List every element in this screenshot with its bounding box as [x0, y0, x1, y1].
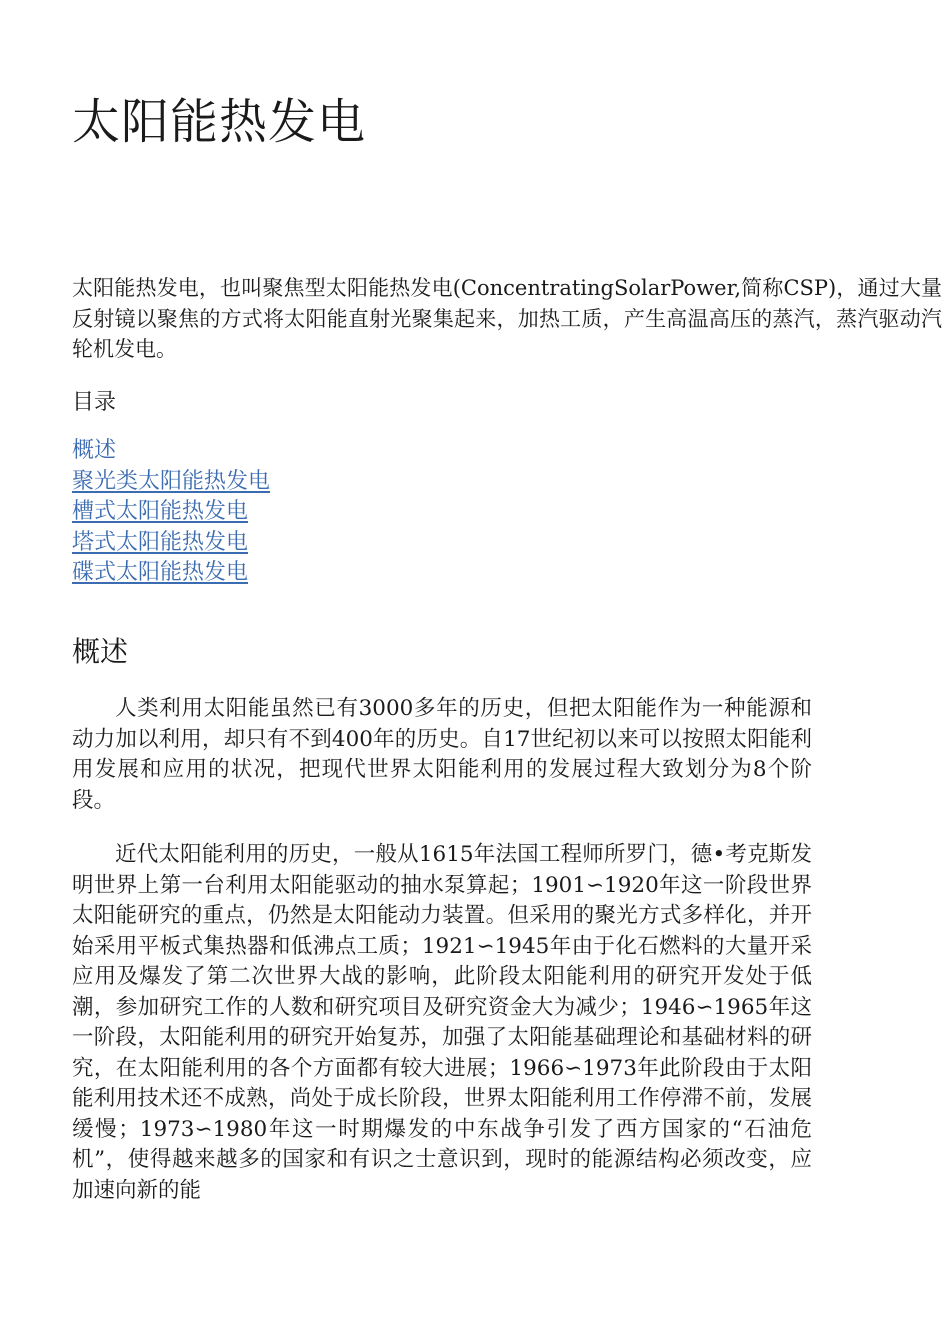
toc-item — [72, 467, 270, 498]
toc-link-trough[interactable]: 槽式太阳能热发电 — [72, 499, 249, 524]
toc-link-concentrating[interactable]: 聚光类太阳能热发电 — [72, 468, 271, 494]
overview-paragraph-1: 人类利用太阳能虽然已有3000多年的历史，但把太阳能作为一种能源和动力加以利用，却只有不到400年的历史。自17世纪初以来可以按照太阳能利用发展和应用的状况，把现代世界太阳能利用的发展过程大致划分为8个阶段。 — [72, 696, 812, 813]
toc-link-tower[interactable]: 塔式太阳能热发电 — [72, 529, 249, 555]
toc-item — [72, 497, 270, 528]
toc-link-dish[interactable]: 碟式太阳能热发电 — [72, 560, 249, 585]
intro-paragraph: 太阳能热发电，也叫聚焦型太阳能热发电(ConcentratingSolarPower,简称CSP)，通过大量反射镜以聚焦的方式将太阳能直射光聚集起来，加热工质，产生高温高压的蒸汽，蒸汽驱动汽轮机发电。 — [72, 276, 942, 361]
page-title: 太阳能热发电 — [72, 94, 367, 150]
toc-heading: 目录 — [72, 390, 117, 415]
toc-item — [72, 558, 270, 589]
toc-item — [72, 528, 270, 559]
toc-item — [72, 436, 270, 467]
section-heading-overview: 概述 — [72, 635, 129, 668]
table-of-contents — [72, 436, 270, 589]
toc-link-overview[interactable]: 概述 — [72, 438, 117, 463]
overview-paragraph-2: 近代太阳能利用的历史，一般从1615年法国工程师所罗门，德•考克斯发明世界上第一台利用太阳能驱动的抽水泵算起；1901∽1920年这一阶段世界太阳能研究的重点，仍然是太阳能动力装置。但采用的聚光方式多样化，并开始采用平板式集热器和低沸点工质；1921∽1945年由于化石燃料的大量开采应用及爆发了第二次世界大战的影响，此阶段太阳能利用的研究开发处于低潮，参加研究工作的人数和研究项目及研究资金大为减少；1946∽1965年这一阶段，太阳能利用的研究开始复苏，加强了太阳能基础理论和基础材料的研究，在太阳能利用的各个方面都有较大进展；1966∽1973年此阶段由于太阳能利用技术还不成熟，尚处于成长阶段，世界太阳能利用工作停滞不前，发展缓慢；1973∽1980年这一时期爆发的中东战争引发了西方国家的“石油危机”，使得越来越多的国家和有识之士意识到，现时的能源结构必须改变，应加速向新的能 — [72, 842, 812, 1203]
